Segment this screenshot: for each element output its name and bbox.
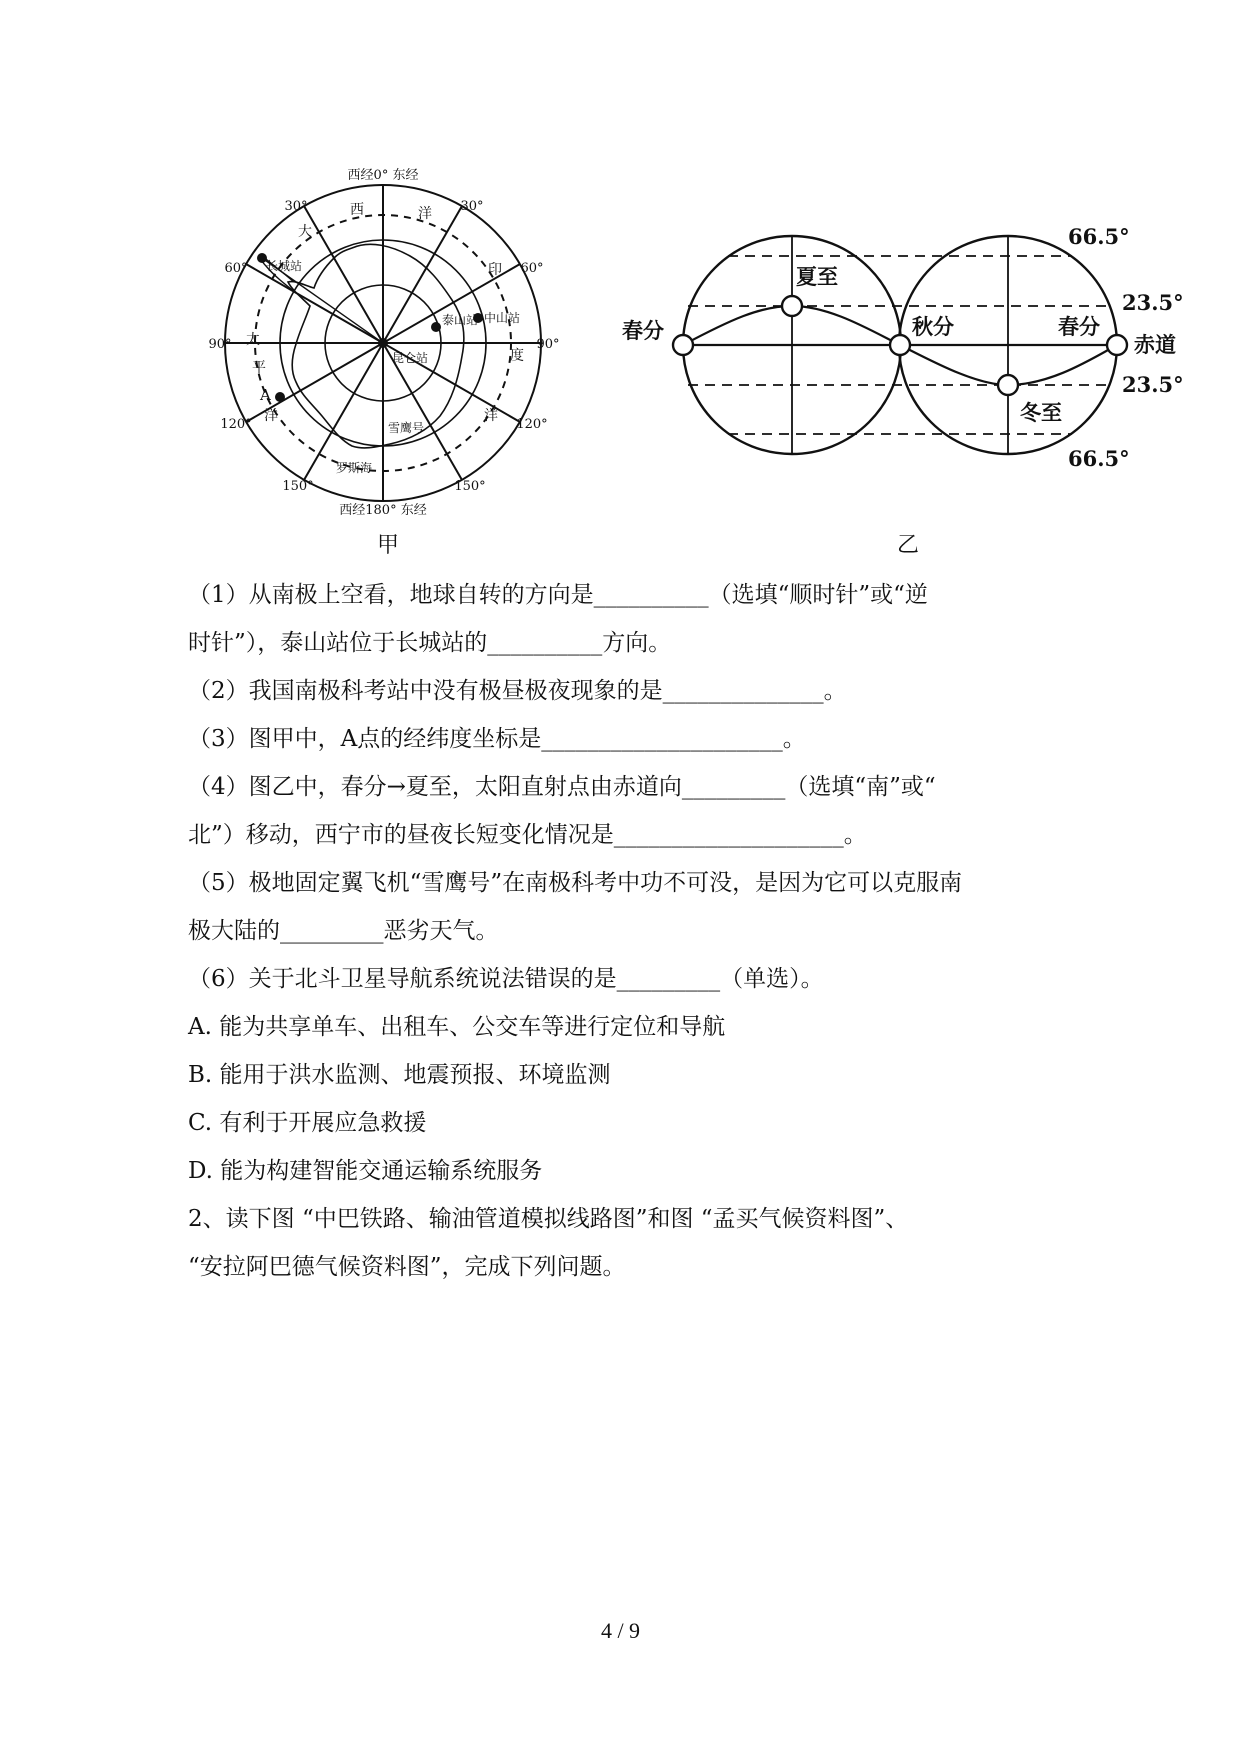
question-3: （3）图甲中，A点的经纬度坐标是_____________________。 [188,726,806,752]
spring-equinox-left-point [673,335,693,355]
svg-text:冬至: 冬至 [1020,400,1062,425]
svg-text:66.5°: 66.5° [1068,446,1130,471]
svg-text:太: 太 [246,332,260,348]
taishan-dot [431,322,441,332]
question-1-line-2: 时针”），泰山站位于长城站的__________方向。 [188,630,672,656]
option-b: B. 能用于洪水监测、地震预报、环境监测 [188,1062,611,1088]
svg-text:60°: 60° [520,261,544,276]
svg-text:30°: 30° [460,199,484,214]
zhongshan-label: 中山站 [484,311,521,325]
point-a-dot [275,392,285,402]
svg-text:秋分: 秋分 [912,314,954,339]
svg-text:120°: 120° [220,417,252,432]
top-meridian-label: 西经0° 东经 [347,168,419,183]
spring-equinox-right-point [1107,335,1127,355]
svg-text:30°: 30° [284,199,308,214]
south-pole-dot [378,338,388,348]
svg-text:春分: 春分 [622,318,664,343]
svg-text:90°: 90° [536,337,560,352]
option-d: D. 能为构建智能交通运输系统服务 [188,1158,543,1184]
figures-area [0,0,1241,570]
svg-text:西: 西 [350,202,364,218]
question-2: （2）我国南极科考站中没有极昼极夜现象的是______________。 [188,678,847,704]
svg-text:度: 度 [510,348,524,364]
page-number: 4 / 9 [600,1618,641,1643]
svg-text:印: 印 [488,262,502,278]
winter-solstice-point [998,375,1018,395]
figures-svg [0,0,1241,570]
xueying-label: 雪鹰号 [388,421,425,435]
kunlun-label: 昆仑站 [392,351,429,365]
svg-text:洋: 洋 [418,206,432,222]
question-2-intro-line-1: 2、读下图 “中巴铁路、输油管道模拟线路图”和图 “孟买气候资料图”、 [188,1206,909,1232]
svg-text:66.5°: 66.5° [1068,224,1130,249]
question-6: （6）关于北斗卫星导航系统说法错误的是_________（单选）。 [188,966,824,992]
question-4-line-1: （4）图乙中，春分→夏至，太阳直射点由赤道向_________（选填“南”或“ [188,774,936,800]
svg-text:大: 大 [298,224,312,240]
taishan-label: 泰山站 [442,313,479,327]
svg-text:90°: 90° [208,337,232,352]
question-2-intro-line-2: “安拉阿巴德气候资料图”，完成下列问题。 [188,1254,626,1280]
option-c: C. 有利于开展应急救援 [188,1110,427,1136]
changcheng-label: 长城站 [266,259,303,273]
svg-text:60°: 60° [224,261,248,276]
svg-text:春分: 春分 [1058,314,1100,339]
svg-text:夏至: 夏至 [796,264,838,289]
summer-solstice-point [782,296,802,316]
svg-text:150°: 150° [282,479,314,494]
svg-text:赤道: 赤道 [1134,332,1176,357]
svg-text:23.5°: 23.5° [1122,372,1184,397]
ross-sea-label: 罗斯海 [336,461,373,475]
bottom-meridian-label: 西经180° 东经 [339,503,427,518]
point-a-label: A [260,386,271,404]
station-markers [257,253,483,402]
svg-text:150°: 150° [454,479,486,494]
figure-yi-caption: 乙 [897,533,920,558]
question-5-line-2: 极大陆的_________恶劣天气。 [188,918,499,944]
question-5-line-1: （5）极地固定翼飞机“雪鹰号”在南极科考中功不可没，是因为它可以克服南 [188,870,963,896]
autumn-equinox-point [890,335,910,355]
svg-text:洋: 洋 [264,408,278,424]
option-a: A. 能为共享单车、出租车、公交车等进行定位和导航 [188,1014,726,1040]
question-1-line-1: （1）从南极上空看，地球自转的方向是__________（选填“顺时针”或“逆 [188,582,928,608]
figure-jia-caption: 甲 [377,533,400,558]
svg-text:120°: 120° [516,417,548,432]
svg-text:平: 平 [252,360,266,376]
svg-text:23.5°: 23.5° [1122,290,1184,315]
question-4-line-2: 北”）移动，西宁市的昼夜长短变化情况是____________________。 [188,822,867,848]
svg-text:洋: 洋 [484,408,498,424]
